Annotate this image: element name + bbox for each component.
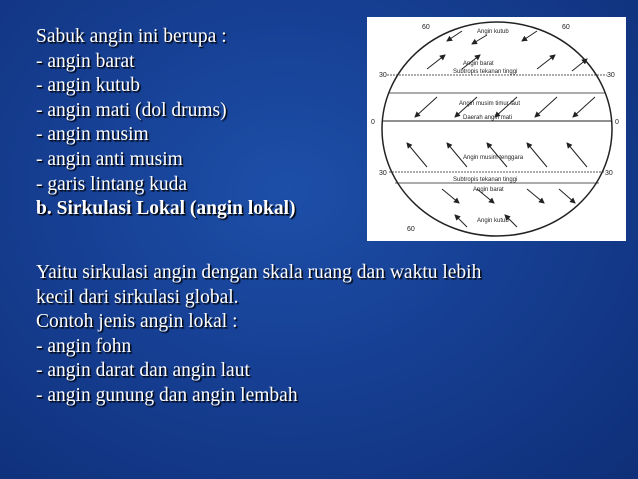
list-item: - angin mati (dol drums) — [36, 99, 227, 121]
wind-arrow — [455, 97, 477, 117]
zone-label: Angin musim timur laut — [459, 101, 521, 107]
list-item: - angin fohn — [36, 335, 132, 357]
wind-arrow — [527, 189, 544, 203]
lat-label: 60 — [407, 226, 415, 233]
wind-arrow — [447, 31, 462, 41]
wind-arrow — [537, 55, 555, 69]
paragraph-line: Yaitu sirkulasi angin dengan skala ruang dan waktu lebih — [36, 262, 482, 283]
lat-label: 60 — [562, 24, 570, 31]
zone-label: Angin barat — [463, 61, 494, 67]
list-item: - angin kutub — [36, 75, 140, 97]
wind-globe-svg — [367, 17, 626, 241]
zone-label: Angin barat — [473, 187, 504, 193]
wind-arrow — [442, 189, 459, 203]
section-heading: b. Sirkulasi Lokal (angin lokal) — [36, 198, 296, 220]
intro-line: Sabuk angin ini berupa : — [36, 26, 227, 47]
lower-text-block — [36, 261, 626, 409]
lat-label: 60 — [422, 24, 430, 31]
wind-arrow — [559, 189, 575, 203]
wind-arrow — [407, 143, 427, 167]
wind-arrow — [527, 143, 547, 167]
wind-arrow — [472, 35, 487, 44]
list-item: - garis lintang kuda — [36, 173, 188, 195]
zone-label: Angin musim tenggara — [463, 155, 524, 161]
zone-label: Angin kutub — [477, 29, 509, 35]
list-item: - angin darat dan angin laut — [36, 360, 250, 382]
lat-label: 30 — [605, 170, 613, 177]
wind-arrow — [572, 59, 587, 71]
globe-outline — [382, 22, 612, 236]
zone-label: Daerah angin mati — [463, 115, 513, 121]
lat-label: 30 — [607, 72, 615, 79]
lat-label: 0 — [371, 119, 375, 126]
list-item: - angin barat — [36, 50, 135, 72]
wind-arrow — [535, 97, 557, 117]
zone-label: Angin kutub — [477, 218, 509, 224]
zone-label: Subtropis tekanan tinggi — [453, 177, 518, 183]
wind-arrow — [415, 97, 437, 117]
lat-label: 0 — [615, 119, 619, 126]
bullet-list-top — [36, 25, 296, 222]
wind-arrow — [522, 31, 537, 41]
examples-title: Contoh jenis angin lokal : — [36, 311, 238, 333]
paragraph-line: kecil dari sirkulasi global. — [36, 286, 239, 308]
wind-arrow — [427, 55, 445, 69]
list-item: - angin anti musim — [36, 148, 183, 170]
global-wind-diagram — [367, 17, 626, 241]
wind-arrow — [573, 97, 595, 117]
lat-label: 30 — [379, 72, 387, 79]
lat-label: 30 — [379, 170, 387, 177]
list-item: - angin gunung dan angin lembah — [36, 384, 298, 406]
wind-arrow — [567, 143, 587, 167]
wind-arrow — [495, 97, 517, 117]
zone-label: Subtropis tekanan tinggi — [453, 69, 518, 75]
list-item: - angin musim — [36, 124, 149, 146]
wind-arrow — [455, 215, 467, 227]
